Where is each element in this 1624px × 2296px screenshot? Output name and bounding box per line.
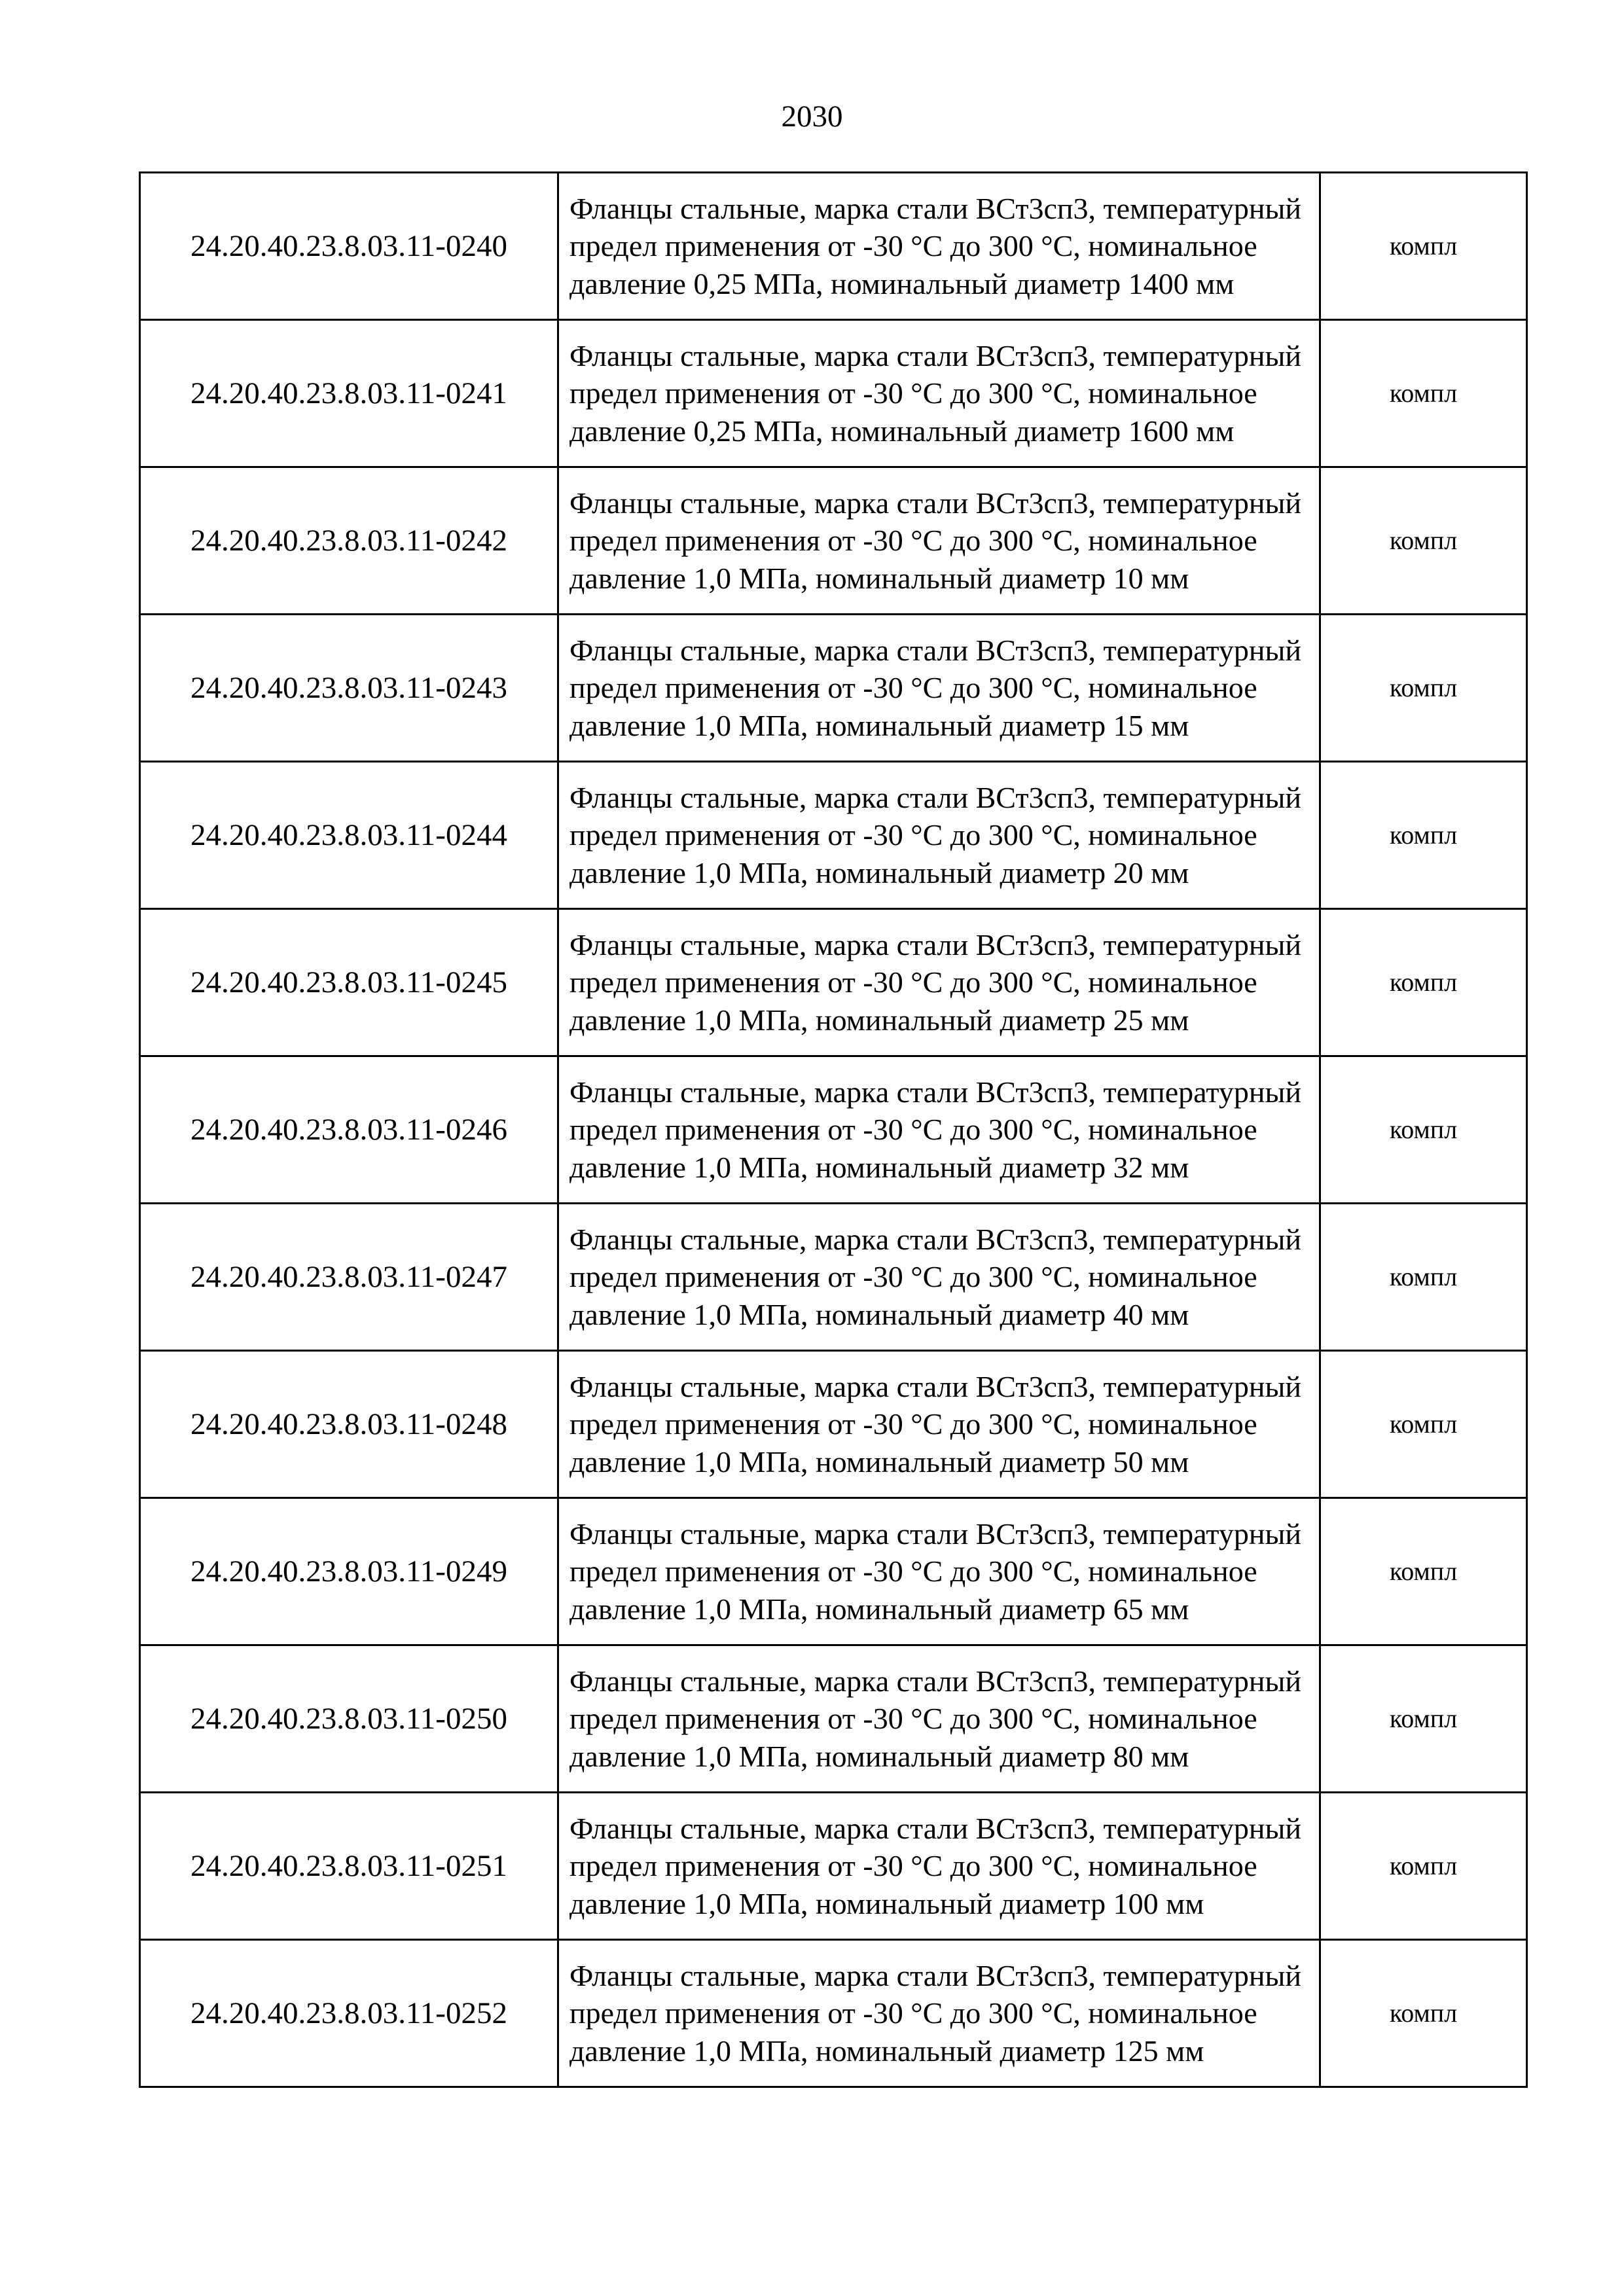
resource-code-cell: 24.20.40.23.8.03.11-0244: [140, 762, 558, 909]
resource-description-cell: Фланцы стальные, марка стали ВСт3сп3, температурный предел применения от -30 °С до 300 °С, номинальное давление 0,25 МПа, номинальный диаметр 1600 мм: [558, 320, 1320, 467]
unit-cell: компл: [1320, 909, 1527, 1056]
resource-description-cell: Фланцы стальные, марка стали ВСт3сп3, температурный предел применения от -30 °С до 300 °С, номинальное давление 1,0 МПа, номинальный диаметр 10 мм: [558, 467, 1320, 615]
unit-cell: компл: [1320, 173, 1527, 320]
resource-code-cell: 24.20.40.23.8.03.11-0247: [140, 1204, 558, 1351]
resource-description-cell: Фланцы стальные, марка стали ВСт3сп3, температурный предел применения от -30 °С до 300 °С, номинальное давление 1,0 МПа, номинальный диаметр 15 мм: [558, 615, 1320, 762]
resource-code-cell: 24.20.40.23.8.03.11-0240: [140, 173, 558, 320]
unit-cell: компл: [1320, 762, 1527, 909]
table-row: [140, 909, 1527, 1056]
resource-description-cell: Фланцы стальные, марка стали ВСт3сп3, температурный предел применения от -30 °С до 300 °С, номинальное давление 1,0 МПа, номинальный диаметр 50 мм: [558, 1351, 1320, 1498]
table-row: [140, 1498, 1527, 1645]
resource-code-cell: 24.20.40.23.8.03.11-0252: [140, 1940, 558, 2087]
unit-cell: компл: [1320, 1351, 1527, 1498]
unit-cell: компл: [1320, 615, 1527, 762]
resource-description-cell: Фланцы стальные, марка стали ВСт3сп3, температурный предел применения от -30 °С до 300 °С, номинальное давление 1,0 МПа, номинальный диаметр 65 мм: [558, 1498, 1320, 1645]
unit-cell: компл: [1320, 1940, 1527, 2087]
page-number: 2030: [781, 99, 843, 134]
resource-code-cell: 24.20.40.23.8.03.11-0245: [140, 909, 558, 1056]
resource-description-cell: Фланцы стальные, марка стали ВСт3сп3, температурный предел применения от -30 °С до 300 °С, номинальное давление 1,0 МПа, номинальный диаметр 20 мм: [558, 762, 1320, 909]
unit-cell: компл: [1320, 1498, 1527, 1645]
table-row: [140, 1793, 1527, 1940]
resource-description-cell: Фланцы стальные, марка стали ВСт3сп3, температурный предел применения от -30 °С до 300 °С, номинальное давление 1,0 МПа, номинальный диаметр 32 мм: [558, 1056, 1320, 1204]
unit-cell: компл: [1320, 1793, 1527, 1940]
resource-code-cell: 24.20.40.23.8.03.11-0249: [140, 1498, 558, 1645]
table-row: [140, 467, 1527, 615]
table-row: [140, 320, 1527, 467]
unit-cell: компл: [1320, 1204, 1527, 1351]
unit-cell: компл: [1320, 320, 1527, 467]
table-row: [140, 762, 1527, 909]
table-row: [140, 615, 1527, 762]
resource-description-cell: Фланцы стальные, марка стали ВСт3сп3, температурный предел применения от -30 °С до 300 °С, номинальное давление 0,25 МПа, номинальный диаметр 1400 мм: [558, 173, 1320, 320]
table-row: [140, 1351, 1527, 1498]
table-row: [140, 1645, 1527, 1793]
resource-description-cell: Фланцы стальные, марка стали ВСт3сп3, температурный предел применения от -30 °С до 300 °С, номинальное давление 1,0 МПа, номинальный диаметр 125 мм: [558, 1940, 1320, 2087]
resource-code-cell: 24.20.40.23.8.03.11-0250: [140, 1645, 558, 1793]
table-row: [140, 1940, 1527, 2087]
table-row: [140, 173, 1527, 320]
resource-description-cell: Фланцы стальные, марка стали ВСт3сп3, температурный предел применения от -30 °С до 300 °С, номинальное давление 1,0 МПа, номинальный диаметр 80 мм: [558, 1645, 1320, 1793]
resource-code-cell: 24.20.40.23.8.03.11-0243: [140, 615, 558, 762]
resource-code-cell: 24.20.40.23.8.03.11-0246: [140, 1056, 558, 1204]
resource-description-cell: Фланцы стальные, марка стали ВСт3сп3, температурный предел применения от -30 °С до 300 °С, номинальное давление 1,0 МПа, номинальный диаметр 100 мм: [558, 1793, 1320, 1940]
resource-code-cell: 24.20.40.23.8.03.11-0251: [140, 1793, 558, 1940]
unit-cell: компл: [1320, 467, 1527, 615]
unit-cell: компл: [1320, 1645, 1527, 1793]
table-row: [140, 1204, 1527, 1351]
resource-description-cell: Фланцы стальные, марка стали ВСт3сп3, температурный предел применения от -30 °С до 300 °С, номинальное давление 1,0 МПа, номинальный диаметр 25 мм: [558, 909, 1320, 1056]
resource-code-cell: 24.20.40.23.8.03.11-0241: [140, 320, 558, 467]
resource-code-cell: 24.20.40.23.8.03.11-0242: [140, 467, 558, 615]
table-body: [140, 173, 1527, 2087]
resource-description-cell: Фланцы стальные, марка стали ВСт3сп3, температурный предел применения от -30 °С до 300 °С, номинальное давление 1,0 МПа, номинальный диаметр 40 мм: [558, 1204, 1320, 1351]
resource-code-cell: 24.20.40.23.8.03.11-0248: [140, 1351, 558, 1498]
resource-catalog-table: [139, 171, 1528, 2088]
unit-cell: компл: [1320, 1056, 1527, 1204]
table-row: [140, 1056, 1527, 1204]
